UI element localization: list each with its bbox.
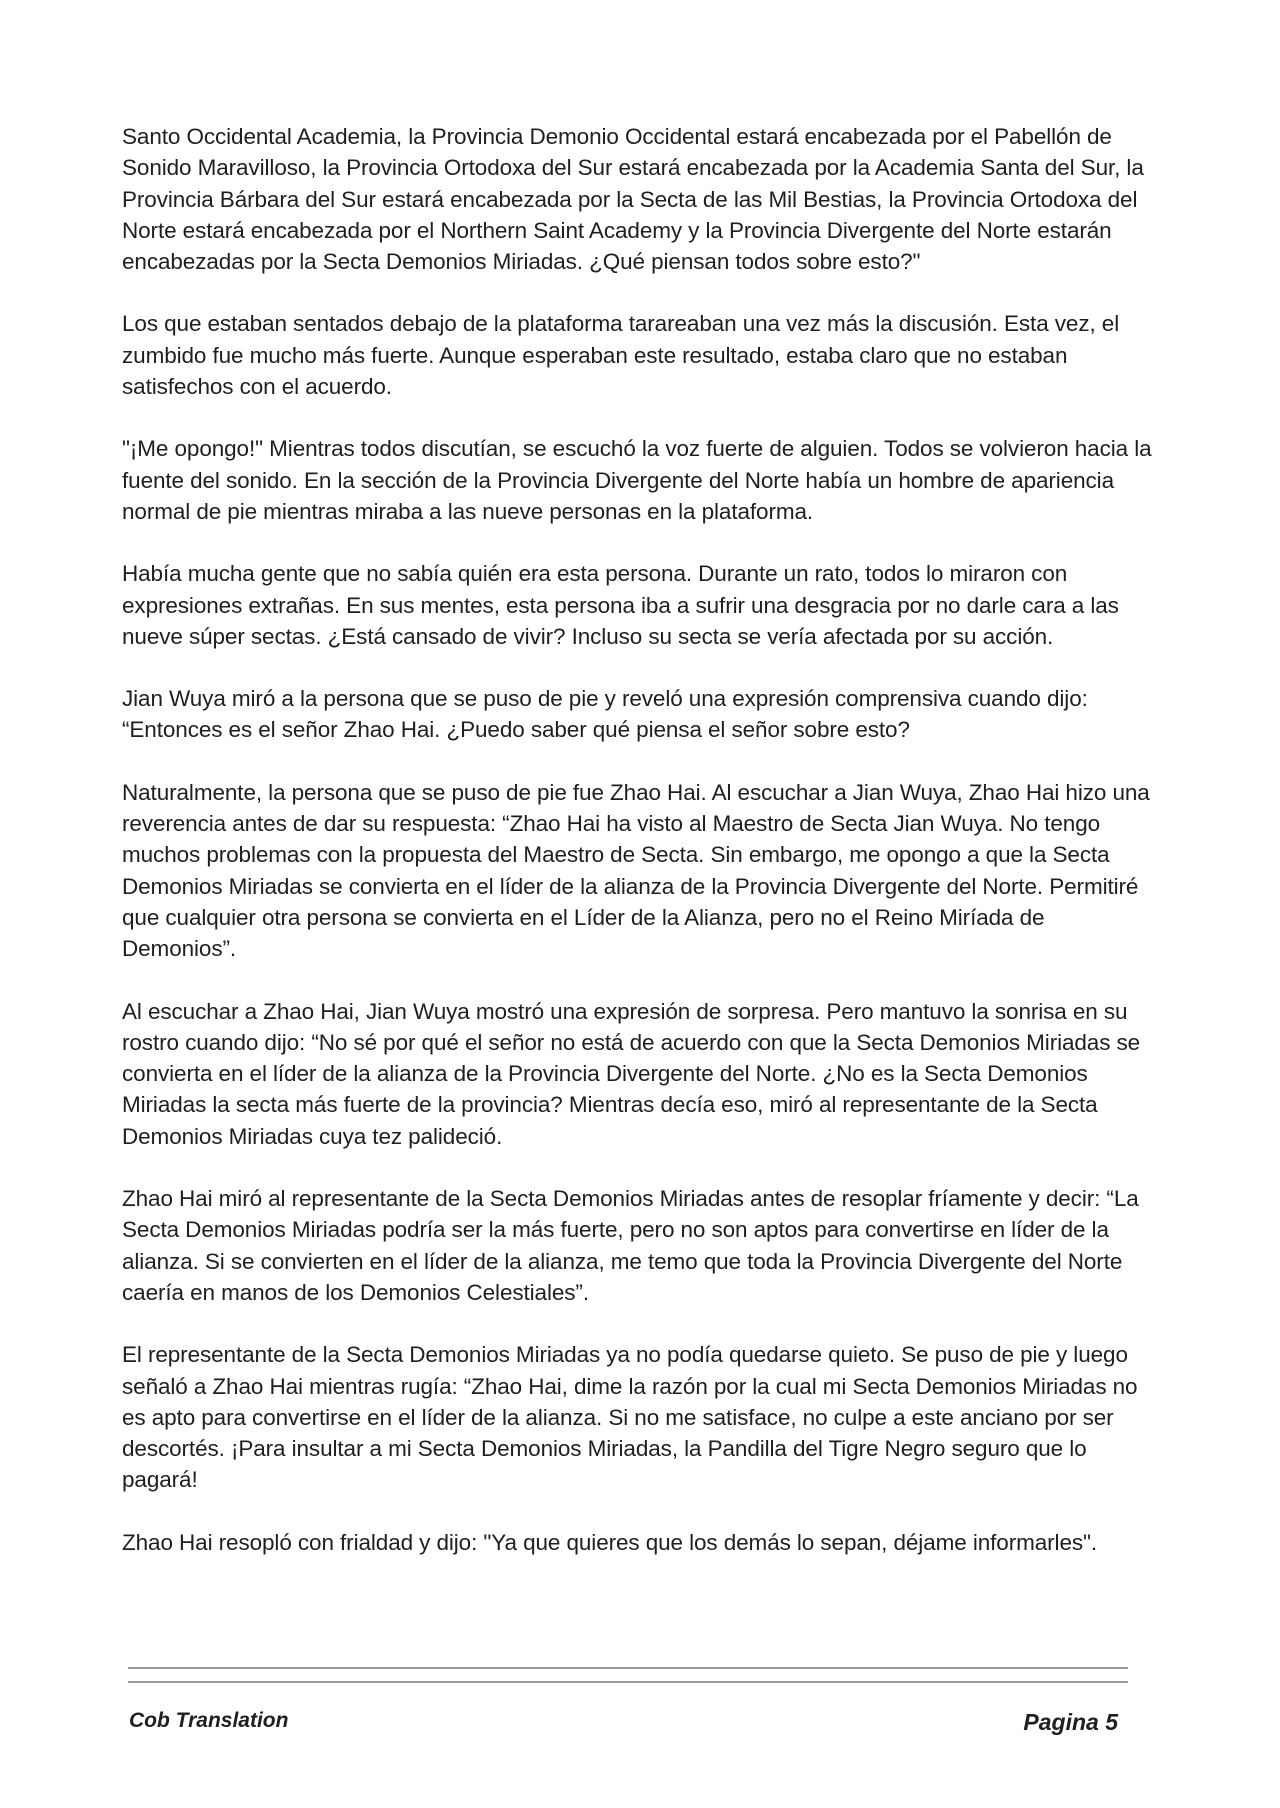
- footer-divider-top: [128, 1667, 1128, 1669]
- paragraph-6: Naturalmente, la persona que se puso de pie fue Zhao Hai. Al escuchar a Jian Wuya, Zhao Hai hizo una reverencia antes de dar su respuesta: “Zhao Hai ha visto al Maestro de Secta Jian Wuya. No tengo muchos problemas con la propuesta del Maestro de Secta. Sin embargo, me opongo a que la Secta Demonios Miriadas se convierta en el líder de la alianza de la Provincia Divergente del Norte. Permitiré que cualquier otra persona se convierta en el Líder de la Alianza, pero no el Reino Miríada de Demonios”.: [122, 779, 1150, 962]
- paragraph-3: "¡Me opongo!" Mientras todos discutían, se escuchó la voz fuerte de alguien. Todos se volvieron hacia la fuente del sonido. En la sección de la Provincia Divergente del Norte había un hombre de apariencia normal de pie mientras miraba a las nueve personas en la plataforma.: [122, 436, 1152, 524]
- footer-page-number: Pagina 5: [1023, 1709, 1118, 1735]
- footer-divider-bottom: [128, 1681, 1128, 1683]
- paragraph-10: Zhao Hai resopló con frialdad y dijo: "Ya que quieres que los demás lo sepan, déjame informarles".: [122, 1529, 1098, 1555]
- paragraph-7: Al escuchar a Zhao Hai, Jian Wuya mostró una expresión de sorpresa. Pero mantuvo la sonrisa en su rostro cuando dijo: “No sé por qué el señor no está de acuerdo con que la Secta Demonios Miriadas se convierta en el líder de la alianza de la Provincia Divergente del Norte. ¿No es la Secta Demonios Miriadas la secta más fuerte de la provincia? Mientras decía eso, miró al representante de la Secta Demonios Miriadas cuya tez palideció.: [122, 998, 1141, 1149]
- paragraph-5: Jian Wuya miró a la persona que se puso de pie y reveló una expresión comprensiva cuando dijo: “Entonces es el señor Zhao Hai. ¿Puedo saber qué piensa el señor sobre esto?: [122, 686, 1088, 743]
- document-body: [122, 121, 1162, 1589]
- footer-translator-credit: Cob Translation: [129, 1709, 289, 1732]
- paragraph-2: Los que estaban sentados debajo de la plataforma tarareaban una vez más la discusión. Esta vez, el zumbido fue mucho más fuerte. Aunque esperaban este resultado, estaba claro que no estaban satisfechos con el acuerdo.: [122, 311, 1120, 400]
- paragraph-4: Había mucha gente que no sabía quién era esta persona. Durante un rato, todos lo miraron con expresiones extrañas. En sus mentes, esta persona iba a sufrir una desgracia por no darle cara a las nueve súper sectas. ¿Está cansado de vivir? Incluso su secta se vería afectada por su acción.: [122, 561, 1119, 649]
- paragraph-1: Santo Occidental Academia, la Provincia Demonio Occidental estará encabezada por el Pabellón de Sonido Maravilloso, la Provincia Ortodoxa del Sur estará encabezada por la Academia Santa del Sur, la Provincia Bárbara del Sur estará encabezada por la Secta de las Mil Bestias, la Provincia Ortodoxa del Norte estará encabezada por el Northern Saint Academy y la Provincia Divergente del Norte estarán encabezadas por la Secta Demonios Miriadas. ¿Qué piensan todos sobre esto?": [122, 124, 1144, 275]
- paragraph-9: El representante de la Secta Demonios Miriadas ya no podía quedarse quieto. Se puso de pie y luego señaló a Zhao Hai mientras rugía: “Zhao Hai, dime la razón por la cual mi Secta Demonios Miriadas no es apto para convertirse en el líder de la alianza. Si no me satisface, no culpe a este anciano por ser descortés. ¡Para insultar a mi Secta Demonios Miriadas, la Pandilla del Tigre Negro seguro que lo pagará!: [122, 1342, 1138, 1493]
- paragraph-8: Zhao Hai miró al representante de la Secta Demonios Miriadas antes de resoplar fríamente y decir: “La Secta Demonios Miriadas podría ser la más fuerte, pero no son aptos para convertirse en líder de la alianza. Si se convierten en el líder de la alianza, me temo que toda la Provincia Divergente del Norte caería en manos de los Demonios Celestiales”.: [122, 1186, 1139, 1305]
